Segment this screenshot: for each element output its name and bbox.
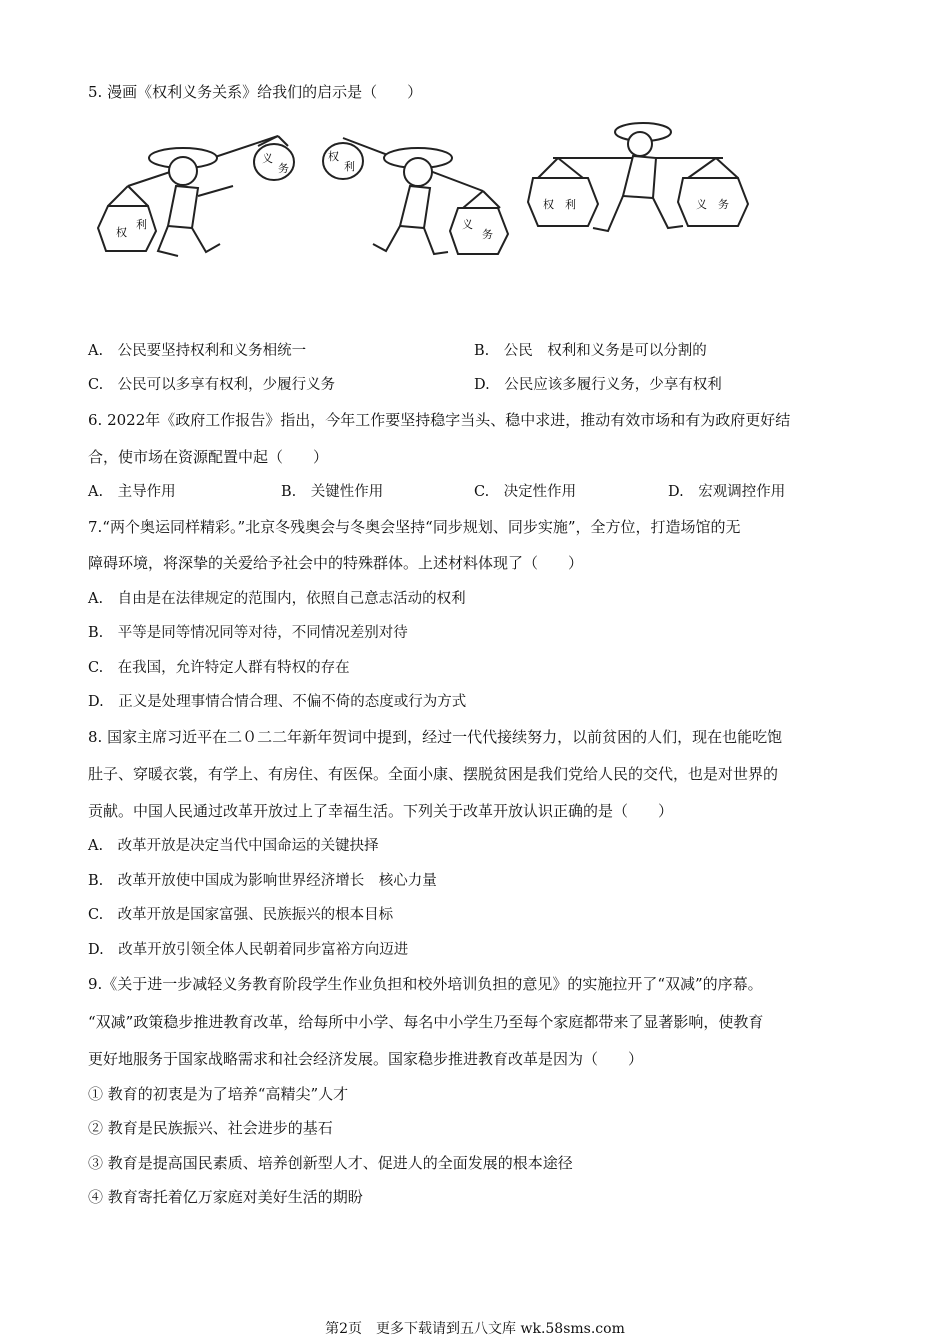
q6-option-a[interactable]: A. 主导作用 (88, 484, 176, 500)
q8-stem-line3: 贡献。中国人民通过改革开放过上了幸福生活。下列关于改革开放认识正确的是（ ） (88, 802, 674, 820)
q7-stem-line1: 7.“两个奥运同样精彩。”北京冬残奥会与冬奥会坚持“同步规划、同步实施”，全方位，打造场馆的无 (88, 518, 741, 536)
comic-label-duty-3: 义 务 (696, 198, 729, 211)
q5-option-a[interactable]: A. 公民要坚持权利和义务相统一 (88, 343, 307, 359)
comic-label-duty-2b: 务 (482, 228, 493, 241)
q9-stem-line2: “双减”政策稳步推进教育改革，给每所中小学、每名中小学生乃至每个家庭都带来了显著影响，使教育 (88, 1013, 764, 1031)
q7-stem-line2: 障碍环境，将深挚的关爱给予社会中的特殊群体。上述材料体现了（ ） (88, 554, 584, 572)
q9-item-2: ② 教育是民族振兴、社会进步的基石 (88, 1119, 333, 1137)
comic-panel-2 (323, 138, 508, 254)
q5-option-b[interactable]: B. 公民 权利和义务是可以分割的 (474, 343, 707, 359)
q8-option-a[interactable]: A. 改革开放是决定当代中国命运的关键抉择 (88, 838, 379, 854)
q6-option-b[interactable]: B. 关键性作用 (281, 484, 384, 500)
q9-stem-line3: 更好地服务于国家战略需求和社会经济发展。国家稳步推进教育改革是因为（ ） (88, 1050, 644, 1068)
q9-item-3: ③ 教育是提高国民素质、培养创新型人才、促进人的全面发展的根本途径 (88, 1154, 573, 1172)
comic-label-rights-3: 权 利 (543, 198, 576, 211)
page-footer: 第2页 更多下载请到五八文库 wk.58sms.com (325, 1321, 625, 1337)
q6-option-c[interactable]: C. 决定性作用 (474, 484, 577, 500)
q6-stem-line1: 6. 2022年《政府工作报告》指出，今年工作要坚持稳字当头、稳中求进，推动有效市场和有为政府更好结 (88, 411, 791, 429)
q7-option-b[interactable]: B. 平等是同等情况同等对待，不同情况差别对待 (88, 625, 408, 641)
q8-stem-line2: 肚子、穿暖衣裳，有学上、有房住、有医保。全面小康、摆脱贫困是我们党给人民的交代，也是对世界的 (88, 765, 779, 783)
q6-stem-line2: 合，使市场在资源配置中起（ ） (88, 448, 329, 466)
comic-label-rights-2a: 权 (328, 150, 339, 163)
comic-label-duty-1b: 务 (278, 162, 289, 175)
q9-item-4: ④ 教育寄托着亿万家庭对美好生活的期盼 (88, 1188, 363, 1206)
q7-option-c[interactable]: C. 在我国，允许特定人群有特权的存在 (88, 660, 350, 676)
q7-option-a[interactable]: A. 自由是在法律规定的范围内，依照自己意志活动的权利 (88, 591, 466, 607)
comic-panel-3 (528, 123, 748, 231)
q6-option-d[interactable]: D. 宏观调控作用 (668, 484, 786, 500)
comic-label-rights-1b: 利 (136, 218, 147, 231)
comic-label-duty-2a: 义 (462, 218, 473, 231)
q9-item-1: ① 教育的初衷是为了培养“高精尖”人才 (88, 1085, 349, 1103)
q9-stem-line1: 9.《关于进一步减轻义务教育阶段学生作业负担和校外培训负担的意见》的实施拉开了“双减”的序幕。 (88, 975, 763, 993)
q7-option-d[interactable]: D. 正义是处理事情合情合理、不偏不倚的态度或行为方式 (88, 694, 467, 710)
q5-comic-illustration (88, 116, 768, 316)
q5-option-c[interactable]: C. 公民可以多享有权利，少履行义务 (88, 377, 336, 393)
q5-stem: 5. 漫画《权利义务关系》给我们的启示是（ ） (88, 83, 423, 101)
comic-label-duty-1a: 义 (262, 152, 273, 165)
q5-option-d[interactable]: D. 公民应该多履行义务，少享有权利 (474, 377, 722, 393)
q8-option-c[interactable]: C. 改革开放是国家富强、民族振兴的根本目标 (88, 907, 394, 923)
comic-label-rights-2b: 利 (344, 160, 355, 173)
q8-option-b[interactable]: B. 改革开放使中国成为影响世界经济增长 核心力量 (88, 873, 437, 889)
q8-option-d[interactable]: D. 改革开放引领全体人民朝着同步富裕方向迈进 (88, 942, 409, 958)
comic-label-rights-1a: 权 (116, 226, 127, 239)
q8-stem-line1: 8. 国家主席习近平在二０二二年新年贺词中提到，经过一代代接续努力，以前贫困的人们，现在也能吃饱 (88, 728, 783, 746)
